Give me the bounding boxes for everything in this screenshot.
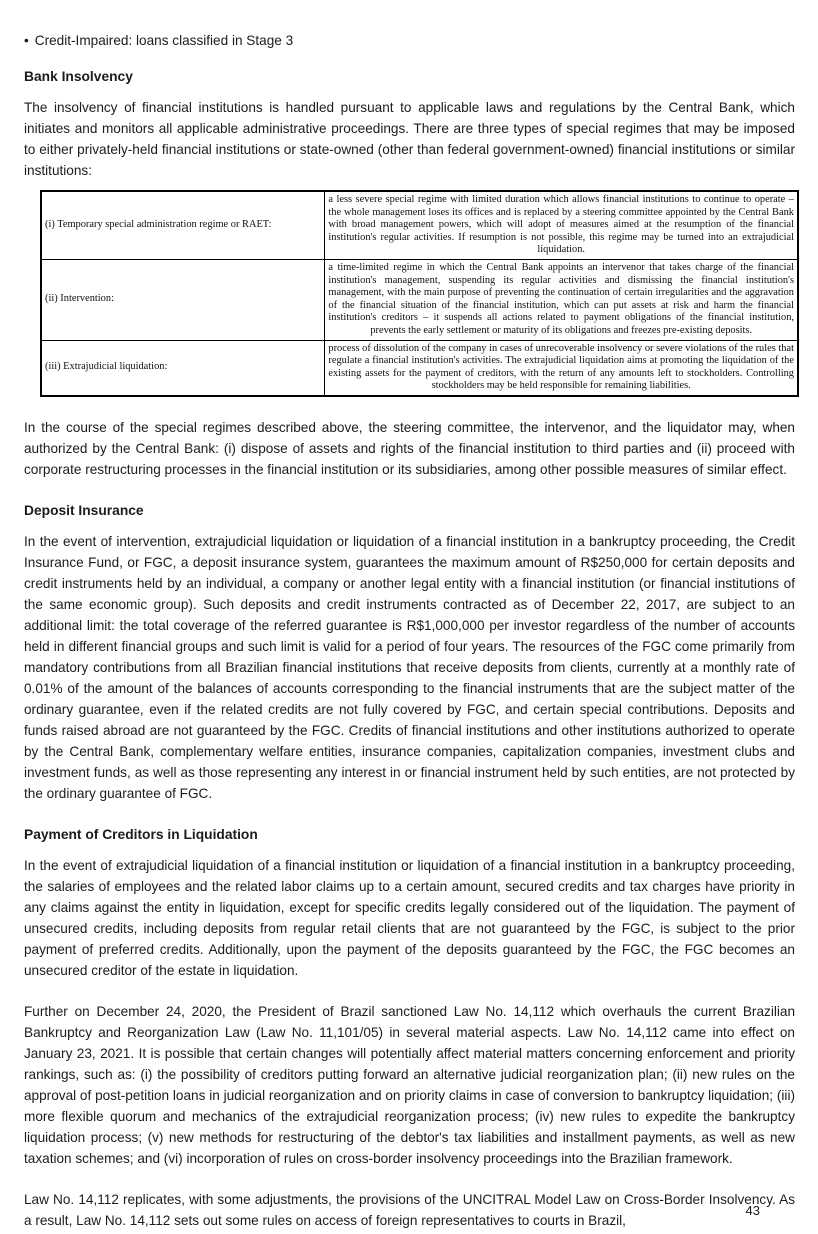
special-regimes-table-body [41,191,798,396]
regime-description-cell: process of dissolution of the company in cases of unrecoverable insolvency or severe violations of the rules that regulate a financial institution's activities. The extrajudicial liquidation aims at promoting the liquidation of the existing assets for the payment of creditors, with the return of any amounts left to stockholders. Controlling stockholders may be held responsible for remaining liabilities. [325,340,798,396]
regime-label-cell: (iii) Extrajudicial liquidation: [41,340,325,396]
special-regimes-table [40,190,799,397]
payment-of-creditors-paragraph-1: In the event of extrajudicial liquidation of a financial institution or liquidation of a financial institution in a bankruptcy proceeding, the salaries of employees and the related labor claims up to a certain amount, secured credits and tax charges have priority in any claims against the entity in liquidation, except for specific credits legally considered out of the liquidation. The payment of unsecured credits, including deposits from regular retail clients that are not guaranteed by the FGC, is subject to the prior payment of preferred credits. Additionally, upon the payment of the deposits guaranteed by the FGC, the FGC becomes an unsecured creditor of the estate in liquidation. [24,857,795,978]
bullet-icon: • [24,33,29,48]
special-regimes-summary-paragraph: In the course of the special regimes described above, the steering committee, the intervenor, and the liquidator may, when authorized by the Central Bank: (i) dispose of assets and rights of the financial institution to third parties and (ii) proceed with corporate restructuring processes in the financial institution or its subsidiaries, among other possible measures of similar effect. [24,419,795,477]
page-footer [746,1203,760,1218]
section-heading-payment-of-creditors: Payment of Creditors in Liquidation [24,826,258,842]
regime-label-cell: (ii) Intervention: [41,259,325,340]
table-row [41,191,798,259]
payment-of-creditors-paragraph-3: Law No. 14,112 replicates, with some adjustments, the provisions of the UNCITRAL Model Law on Cross-Border Insolvency. As a result, Law No. 14,112 sets out some rules on access of foreign representatives to courts in Brazil, [24,1191,795,1228]
deposit-insurance-paragraph: In the event of intervention, extrajudicial liquidation or liquidation of a financial institution in a bankruptcy proceeding, the Credit Insurance Fund, or FGC, a deposit insurance system, guarantees the maximum amount of R$250,000 for certain deposits and credit instruments held by an individual, a company or another legal entity with a financial institution (or financial institutions of the same economic group). Such deposits and credit instruments contracted as of December 22, 2017, are subject to an additional limit: the total coverage of the referred guarantee is R$1,000,000 per investor regardless of the number of accounts held in different financial groups and such limit is valid for a period of four years. The resources of the FGC come primarily from mandatory contributions from all Brazilian financial institutions that receive deposits from clients, currently at a monthly rate of 0.01% of the amount of the balances of accounts corresponding to the financial instruments that are the subject matter of the ordinary guarantee, even if the related credits are not fully covered by FGC, and certain special contributions. Deposits and funds raised abroad are not guaranteed by the FGC. Credits of financial institutions and other institutions authorized to operate by the Central Bank, complementary welfare entities, insurance companies, capitalization companies, investment clubs and investment funds, as well as those representing any interest in or financial instrument held by such entities, are not protected by the ordinary guarantee of FGC. [24,533,795,801]
bullet-item-text: Credit-Impaired: loans classified in Stage 3 [34,33,294,48]
table-row [41,340,798,396]
section-heading-bank-insolvency: Bank Insolvency [24,69,133,84]
regime-label-cell: (i) Temporary special administration regime or RAET: [41,191,325,259]
bank-insolvency-intro-paragraph: The insolvency of financial institutions is handled pursuant to applicable laws and regulations by the Central Bank, which initiates and monitors all applicable administrative proceedings. There are three types of special regimes that may be imposed to either privately-held financial institutions or state-owned (other than federal government-owned) financial institutions or similar institutions: [24,100,795,178]
table-row [41,259,798,340]
bullet-item [24,30,795,51]
payment-of-creditors-paragraph-2: Further on December 24, 2020, the President of Brazil sanctioned Law No. 14,112 which overhauls the current Brazilian Bankruptcy and Reorganization Law (Law No. 11,101/05) in several material aspects. Law No. 14,112 came into effect on January 23, 2021. It is possible that certain changes will potentially affect material matters concerning enforcement and priority rankings, such as: (i) the possibility of creditors putting forward an alternative judicial reorganization plan; (ii) new rules on the approval of post-petition loans in judicial reorganization and on priority claims in case of conversion to bankruptcy liquidation; (iii) more flexible quorum and mechanics of the extrajudicial reorganization process; (iv) new rules to expedite the bankruptcy liquidation process; (v) new methods for restructuring of the debtor's tax liabilities and installment payments, as well as new taxation schemes; and (vi) incorporation of rules on cross-border insolvency proceedings into the Brazilian framework. [24,1003,795,1166]
regime-description-cell: a less severe special regime with limited duration which allows financial institutions to continue to operate – the whole management loses its offices and is replaced by a steering committee appointed by the Central Bank with broad management powers, which will adopt of measures aimed at the resumption of the financial institution's regular activities. If resumption is not possible, this regime may be turned into an extrajudicial liquidation. [325,191,798,259]
section-heading-deposit-insurance: Deposit Insurance [24,502,144,518]
regime-description-cell: a time-limited regime in which the Central Bank appoints an intervenor that takes charge of the financial institution's management, suspending its regular activities and dismissing the financial institution's management, with the main purpose of preventing the continuation of certain irregularities and the aggravation of the financial situation of the financial institution, which can put assets at risk and harm the financial institution's creditors – it suspends all actions related to payment obligations of the financial institution, prevents the early settlement or maturity of its obligations and freezes pre-existing deposits. [325,259,798,340]
page-number: 43 [745,1203,760,1218]
